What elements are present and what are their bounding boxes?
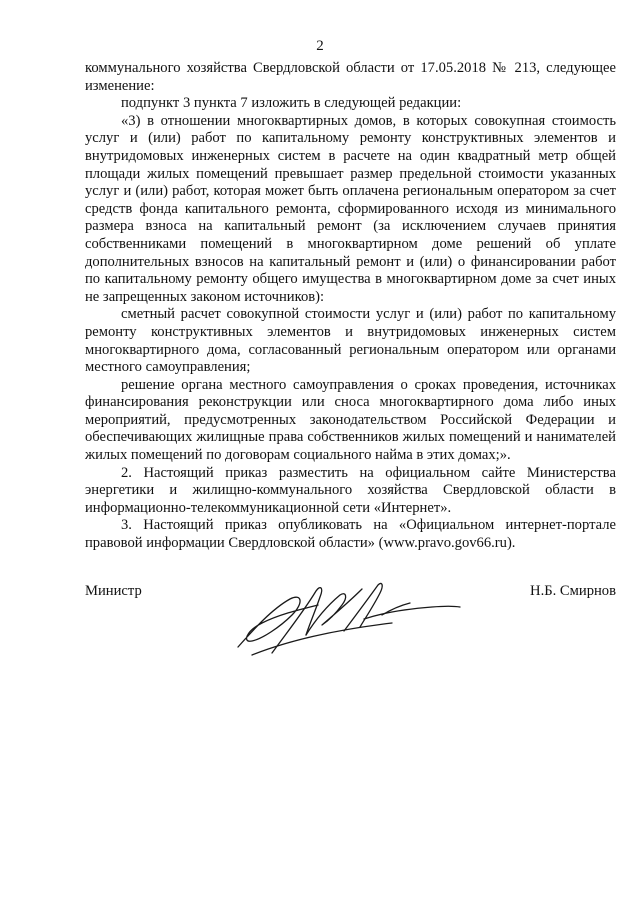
paragraph-continuation: коммунального хозяйства Свердловской области от 17.05.2018 № 213, следующее изменение:	[85, 60, 616, 94]
signature-block	[85, 583, 616, 673]
handwritten-signature	[232, 569, 462, 664]
paragraph-subclause-3: «3) в отношении многоквартирных домов, в которых совокупная стоимость услуг и (или) работ по капитальному ремонту конструктивных элементов и внутридомовых инженерных систем в расчете на один квадратный метр общей площади жилых помещений превышает размер предельной стоимости указанных услуг и (или) работ, которая может быть оплачена региональным оператором за счет средств фонда капитального ремонта, сформированного исходя из минимального размера взноса на капитальный ремонт (за исключением случаев принятия собственниками помещений в многоквартирном доме решений об уплате дополнительных взносов на капитальный ремонт и (или) о финансировании работ по капитальному ремонту общего имущества в многоквартирном доме за счет иных не запрещенных законом источников):	[85, 112, 616, 305]
document-body	[85, 60, 616, 553]
position-label: Министр	[85, 583, 142, 599]
paragraph-estimate: сметный расчет совокупной стоимости услуг и (или) работ по капитальному ремонту конструктивных элементов и внутридомовых инженерных систем многоквартирного дома, согласованный региональным оператором или органами местного самоуправления;	[85, 306, 616, 376]
paragraph-amendment-intro: подпункт 3 пункта 7 изложить в следующей редакции:	[121, 95, 462, 112]
paragraph-local-decision: решение органа местного самоуправления о сроках проведения, источниках финансирования реконструкции или сноса многоквартирного дома либо иных мероприятий, предусмотренных законодательством Российской Федерации и обеспечивающих жилищные права собственников жилых помещений и нанимателей жилых помещений по договорам социального найма в этих домах;».	[85, 376, 616, 464]
paragraph-item-3: 3. Настоящий приказ опубликовать на «Официальном интернет-портале правовой информации Свердловской области» (www.pravo.gov66.ru).	[85, 517, 616, 552]
paragraph-item-2: 2. Настоящий приказ разместить на официальном сайте Министерства энергетики и жилищно-коммунального хозяйства Свердловской области в информационно-телекоммуникационной сети «Интернет».	[85, 464, 616, 516]
signatory-name: Н.Б. Смирнов	[530, 583, 616, 599]
page-number: 2	[316, 38, 324, 54]
